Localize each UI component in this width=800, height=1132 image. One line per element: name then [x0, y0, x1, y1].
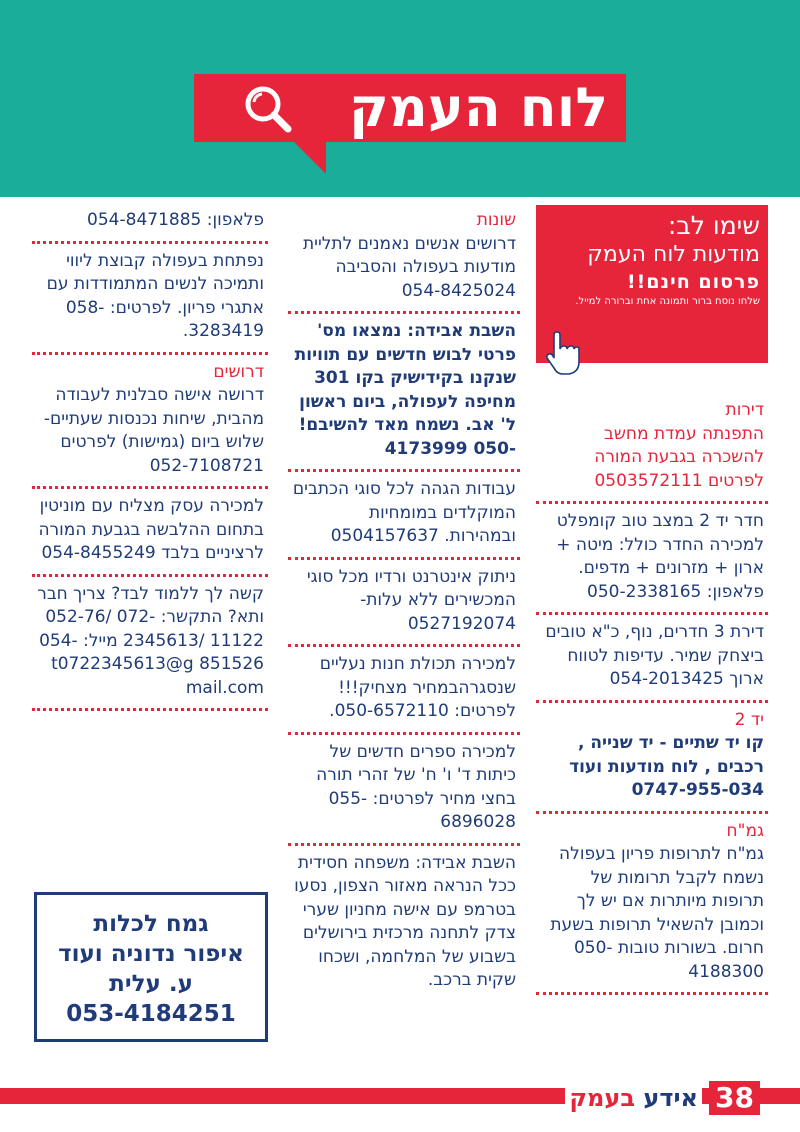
- title-bubble: [194, 74, 626, 142]
- ad-text: השבת אבידה: נמצאו מס' פרטי לבוש חדשים עם תוויות שנקנו בקידישיק בקו 301 מחיפה לעפולה, ביום ראשון ל' אב. נשמח מאד להשיבם! -050 4173999: [294, 321, 516, 459]
- dotted-divider: [536, 501, 768, 504]
- ad-text: התפנתה עמדת מחשב להשכרה בגבעת המורה לפרטים 0503572111: [594, 423, 764, 491]
- dotted-divider: [32, 352, 268, 355]
- category-gemach: גמ"ח: [726, 820, 764, 841]
- ad-text: קשה לך ללמוד לבד? צריך חברותא? התקשר: -072 /052-7611122 /2345613 מייל: 054-851526 t0722345613@gmail.com: [37, 583, 264, 698]
- dotted-divider: [32, 241, 268, 244]
- ad-phone: [32, 205, 268, 239]
- category-apartments: דירות: [725, 400, 764, 420]
- footer-logo-part-2: בעמק: [569, 1084, 635, 1112]
- dotted-divider: [32, 486, 268, 489]
- gemach-services: איפור נדוניה ועוד: [58, 941, 244, 967]
- category-second-hand: יד 2: [734, 709, 764, 730]
- ad-computer-desk: [536, 395, 768, 499]
- dotted-divider: [288, 469, 520, 472]
- middle-column: [288, 205, 520, 999]
- page-title: לוח העמק: [348, 76, 608, 139]
- ad-text: חדר יד 2 במצב טוב קומפלט למכירה החדר כולל: מיטה + ארון + מזרונים + מדפים. פלאפון: 050-2338165: [556, 511, 764, 602]
- ad-text: השבת אבידה: משפחה חסידית ככל הנראה מאזור הצפון, נסעו בטרמפ עם אישה מחניון שערי צדק לתחנה מרכזית בירושלים בשבוע של המלחמה, ושכחו שקית ברכב.: [294, 852, 516, 990]
- ad-support-group: [32, 246, 268, 350]
- ad-text: דירת 3 חדרים, נוף, כ"א טובים ביצחק שמיר. עדיפות לטווח ארוך 054-2013425: [545, 622, 764, 689]
- ad-text: קו יד שתיים - יד שנייה , רכבים , לוח מודעות ועוד 0747-955-034: [569, 733, 764, 800]
- gemach-contact-name: ע. עלית: [109, 971, 193, 997]
- gemach-title: גמח לכלות: [93, 911, 209, 937]
- ad-text: דרושים אנשים נאמנים לתליית מודעות בעפולה והסביבה 054-8425024: [302, 233, 516, 301]
- dotted-divider: [536, 700, 768, 703]
- left-column: [32, 205, 268, 713]
- ad-wanted-worker: [32, 357, 268, 485]
- dotted-divider: [288, 843, 520, 846]
- ad-text: ניתוק אינטרנט ורדיו מכל סוגי המכשירים ללא עלות- 0527192074: [306, 566, 516, 634]
- page-header: [0, 0, 800, 197]
- right-column: [536, 205, 768, 997]
- ad-kids-room: [536, 506, 768, 610]
- ad-lost-clothing: [288, 316, 520, 467]
- footer-logo-part-1: אידע: [643, 1084, 698, 1112]
- page-number: 38: [709, 1081, 760, 1115]
- ad-text: עבודות הגהה לכל סוגי הכתבים המוקלדים במומחיות ובמהירות. 0504157637: [292, 479, 516, 546]
- notice-line-4: שלחו נוסח ברור ותמונה אחת וברורה למייל.: [575, 296, 760, 307]
- ad-internet-disconnect: [288, 562, 520, 643]
- dotted-divider: [288, 311, 520, 314]
- magnifier-icon: [240, 82, 294, 136]
- pointing-hand-icon: [544, 331, 580, 375]
- ad-text: למכירה עסק מצליח עם מוניטין בתחום ההלבשה בגבעת המורה לרציניים בלבד 054-8455249: [38, 496, 264, 563]
- ad-text: דרושה אישה סבלנית לעבודה מהבית, שיחות נכנסות שעתיים- שלוש ביום (גמישות) לפרטים 052-7108721: [43, 385, 264, 476]
- notice-line-2: מודעות לוח העמק: [587, 242, 760, 267]
- category-wanted: דרושים: [213, 361, 264, 382]
- dotted-divider: [288, 644, 520, 647]
- dotted-divider: [288, 557, 520, 560]
- ad-business-sale: [32, 491, 268, 572]
- ad-books: [288, 737, 520, 841]
- footer-logo: [565, 1083, 702, 1113]
- dotted-divider: [536, 811, 768, 814]
- bubble-tail: [292, 140, 326, 174]
- ad-text: פלאפון: 054-8471885: [87, 210, 264, 230]
- dotted-divider: [32, 708, 268, 711]
- ad-second-hand-line: [536, 705, 768, 809]
- free-ads-notice: [536, 205, 768, 363]
- ad-text: למכירה תכולת חנות נעליים שנסגרהבמחיר מצחיק!!! לפרטים: 050-6572110.: [319, 654, 516, 721]
- bridal-gemach-box: [34, 892, 268, 1042]
- notice-line-1: שימו לב:: [667, 211, 760, 240]
- dotted-divider: [536, 612, 768, 615]
- gemach-phone: 053-4184251: [66, 1001, 236, 1027]
- notice-line-3: פרסום חינם!!: [626, 271, 760, 293]
- ad-poster-hanging: [288, 205, 520, 309]
- ad-text: גמ"ח לתרופות פריון בעפולה נשמח לקבל תרומות של תרופות מיותרות אם יש לך וכמובן להשאיל תרופות בשעת חרום. בשורות טובות 050-4188300: [550, 844, 764, 982]
- ad-text: למכירה ספרים חדשים של כיתות ד' ו' ח' של זהרי תורה בחצי מחיר לפרטים: 055-6896028: [316, 741, 516, 832]
- dotted-divider: [32, 574, 268, 577]
- ad-study-partner: [32, 579, 268, 707]
- ad-shoe-store: [288, 649, 520, 730]
- dotted-divider: [536, 992, 768, 995]
- category-misc: שונות: [476, 210, 516, 230]
- dotted-divider: [288, 732, 520, 735]
- ad-apartment-3-rooms: [536, 617, 768, 698]
- ad-text: נפתחת בעפולה קבוצת ליווי ותמיכה לנשים המתמודדות עם אתגרי פריון. לפרטים: 058-3283419.: [46, 250, 264, 341]
- ad-proofreading: [288, 474, 520, 555]
- ad-fertility-gemach: [536, 816, 768, 991]
- ad-lost-item-family: [288, 848, 520, 999]
